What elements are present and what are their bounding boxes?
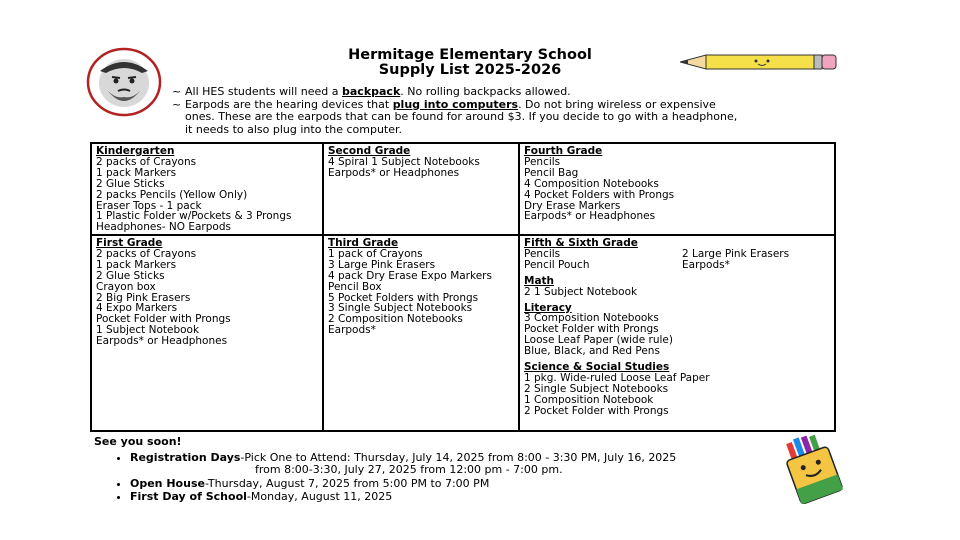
list-item: Pencil Pouch <box>524 258 590 271</box>
list-item: Pencil Bag <box>524 166 579 179</box>
first-grade-cell <box>92 236 324 430</box>
list-item: Earpods* <box>682 258 730 271</box>
list-item: Pocket Folder with Prongs <box>96 313 231 326</box>
list-item: Dry Erase Markers <box>524 199 621 212</box>
list-item: 2 Large Pink Erasers <box>682 247 790 260</box>
list-item: 2 Glue Sticks <box>96 177 165 190</box>
list-item: Pencil Box <box>328 280 382 293</box>
list-item: 1 pack Markers <box>96 258 177 271</box>
literacy-heading: Literacy <box>524 301 572 314</box>
third-grade-heading: Third Grade <box>328 237 399 249</box>
page-title <box>300 48 640 78</box>
list-item: Loose Leaf Paper (wide rule) <box>524 334 673 347</box>
fifth-sixth-grade-heading: Fifth & Sixth Grade <box>524 237 638 249</box>
first-day-item: • First Day of School-Monday, August 11, 2025 <box>130 491 794 504</box>
list-item: 1 Composition Notebook <box>524 393 654 406</box>
intro-earpods-note: ~ Earpods are the hearing devices that plug into computers. Do not bring wireless or expensive ones. These are the earpods that can be found for around $3. If you decide to go with a headphone, it needs to also plug into the computer. <box>172 97 738 136</box>
list-item: Earpods* or Headphones <box>328 166 460 179</box>
fourth-grade-cell <box>520 144 834 236</box>
list-item: Earpods* <box>328 324 376 337</box>
list-item: 2 Single Subject Notebooks <box>524 382 669 395</box>
dates-list <box>94 452 794 504</box>
list-item: 2 Composition Notebooks <box>328 313 463 326</box>
list-item: 4 Composition Notebooks <box>524 177 659 190</box>
list-item: 3 Composition Notebooks <box>524 312 659 325</box>
fifth-sixth-grade-cell <box>520 236 834 430</box>
math-heading: Math <box>524 274 555 287</box>
backpack-emphasis: backpack <box>342 85 401 98</box>
intro-backpack-note: ~ All HES students will need a backpack. No rolling backpacks allowed. <box>172 85 571 98</box>
third-grade-cell <box>324 236 520 430</box>
school-name: Hermitage Elementary School <box>348 47 592 63</box>
list-item: 1 pack Markers <box>96 166 177 179</box>
see-you-soon: See you soon! <box>94 435 182 448</box>
second-grade-heading: Second Grade <box>328 145 411 157</box>
list-item: Headphones- NO Earpods <box>96 221 231 234</box>
list-item: 2 Glue Sticks <box>96 269 165 282</box>
pencil-icon <box>680 53 838 71</box>
supply-grid <box>90 142 836 432</box>
list-item: 3 Single Subject Notebooks <box>328 302 473 315</box>
list-item: Earpods* or Headphones <box>524 210 656 223</box>
list-item: 1 pack of Crayons <box>328 247 423 260</box>
crayon-box-icon <box>776 432 852 504</box>
list-item: Pencils <box>524 247 561 260</box>
list-item: 2 1 Subject Notebook <box>524 285 638 298</box>
fifth-sixth-general-items <box>524 249 830 271</box>
list-item: 5 Pocket Folders with Prongs <box>328 291 479 304</box>
list-item: 2 packs Pencils (Yellow Only) <box>96 188 248 201</box>
open-house-item: • Open House-Thursday, August 7, 2025 from 5:00 PM to 7:00 PM <box>130 478 794 491</box>
intro-notes <box>172 86 852 136</box>
list-item: Blue, Black, and Red Pens <box>524 345 660 358</box>
plug-into-computers-emphasis: plug into computers <box>392 97 519 111</box>
list-item: 3 Large Pink Erasers <box>328 258 436 271</box>
list-item: Crayon box <box>96 280 156 293</box>
first-grade-heading: First Grade <box>96 237 163 249</box>
list-item: Eraser Tops - 1 pack <box>96 199 202 212</box>
footer-dates <box>94 436 794 505</box>
list-item: 4 Spiral 1 Subject Notebooks <box>328 155 480 168</box>
list-item: 1 pkg. Wide-ruled Loose Leaf Paper <box>524 371 710 384</box>
list-item: Pencils <box>524 155 561 168</box>
list-item: 2 Pocket Folder with Prongs <box>524 404 669 417</box>
school-logo <box>86 47 162 117</box>
list-item: 4 Pocket Folders with Prongs <box>524 188 675 201</box>
list-item: 2 Big Pink Erasers <box>96 291 191 304</box>
list-item: 2 packs of Crayons <box>96 155 197 168</box>
list-item: 4 Expo Markers <box>96 302 178 315</box>
list-item: 4 pack Dry Erase Expo Markers <box>328 269 492 282</box>
science-social-studies-heading: Science & Social Studies <box>524 361 670 374</box>
supply-list-subtitle: Supply List 2025-2026 <box>378 62 562 78</box>
second-grade-cell <box>324 144 520 236</box>
list-item: 2 packs of Crayons <box>96 247 197 260</box>
kindergarten-heading: Kindergarten <box>96 145 175 157</box>
registration-days-item: • Registration Days-Pick One to Attend: Thursday, July 14, 2025 from 8:00 - 3:30 PM, July 16, 2025 from 8:00-3:30, July 27, 2025 from 12:00 pm - 7:00 pm. <box>130 452 794 477</box>
list-item: 1 Subject Notebook <box>96 324 200 337</box>
fourth-grade-heading: Fourth Grade <box>524 145 603 157</box>
list-item: Earpods* or Headphones <box>96 335 228 348</box>
list-item: Pocket Folder with Prongs <box>524 323 659 336</box>
list-item: 1 Plastic Folder w/Pockets & 3 Prongs <box>96 210 292 223</box>
kindergarten-cell <box>92 144 324 236</box>
